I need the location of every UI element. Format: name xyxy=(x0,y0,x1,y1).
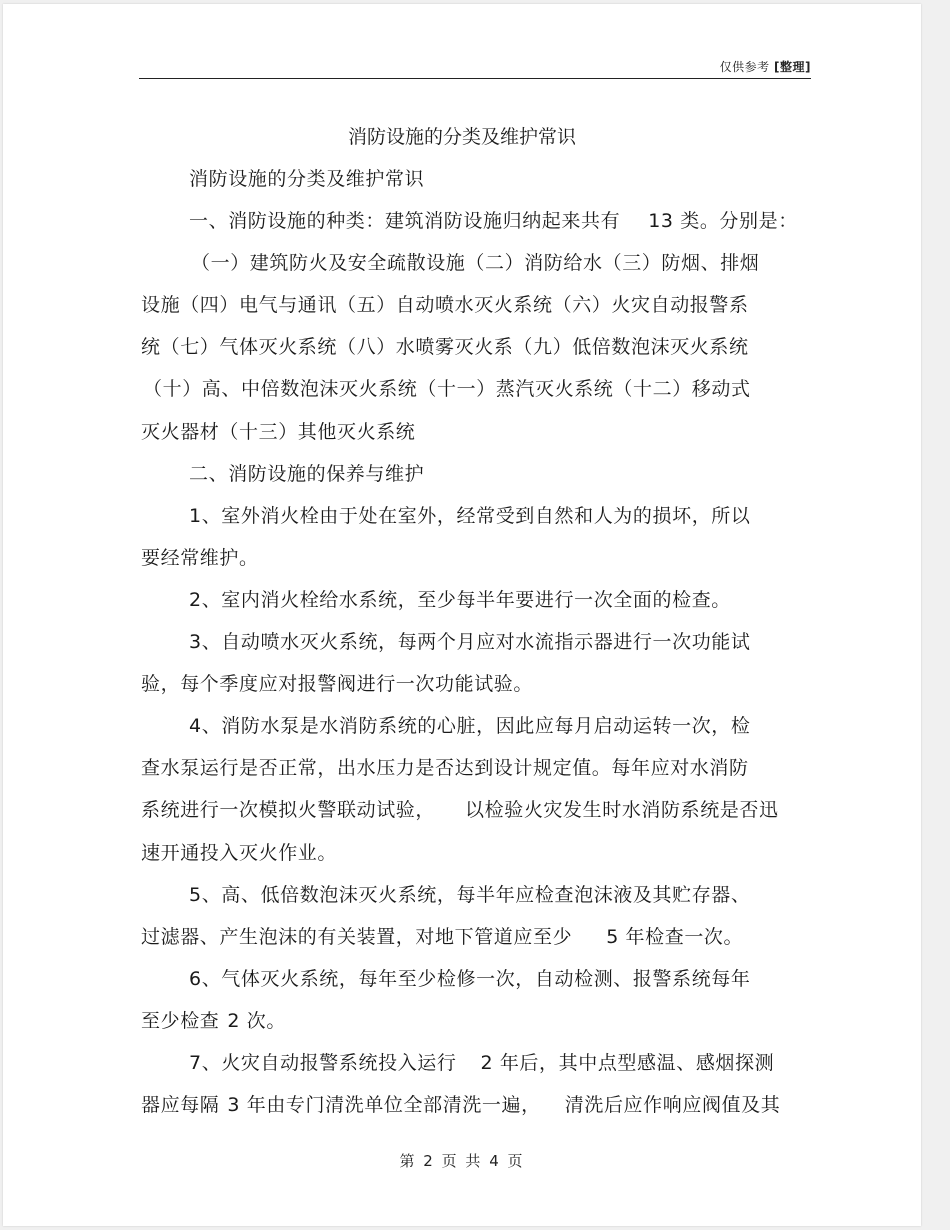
body-line: （十）高、中倍数泡沫灭火系统（十一）蒸汽灭火系统（十二）移动式 xyxy=(143,378,751,401)
body-line: （一）建筑防火及安全疏散设施（二）消防给水（三）防烟、排烟 xyxy=(191,252,760,275)
body-line: 5、高、低倍数泡沫灭火系统，每半年应检查泡沫液及其贮存器、 xyxy=(189,883,751,906)
document-page xyxy=(3,4,921,1226)
body-line: 器应每隔 3 年由专门清洗单位全部清洗一遍， 清洗后应作响应阀值及其 xyxy=(141,1094,781,1117)
body-line: 过滤器、产生泡沫的有关装置，对地下管道应至少 5 年检查一次。 xyxy=(141,925,744,948)
header-rule xyxy=(139,78,811,79)
header-bracket-label: [整理] xyxy=(774,60,811,74)
body-line: 验，每个季度应对报警阀进行一次功能试验。 xyxy=(141,673,534,696)
document-title: 消防设施的分类及维护常识 xyxy=(347,126,576,148)
body-line: 一、消防设施的种类：建筑消防设施归纳起来共有 13 类。分别是： xyxy=(189,210,798,233)
body-line: 7、火灾自动报警系统投入运行 2 年后，其中点型感温、感烟探测 xyxy=(189,1051,775,1074)
body-line: 灭火器材（十三）其他灭火系统 xyxy=(141,420,416,443)
body-line: 速开通投入灭火作业。 xyxy=(141,841,338,864)
body-line: 2、室内消火栓给水系统，至少每半年要进行一次全面的检查。 xyxy=(189,588,731,611)
current-page-number: 2 xyxy=(423,1152,435,1170)
total-pages-number: 4 xyxy=(489,1152,501,1170)
body-line: 设施（四）电气与通讯（五）自动喷水灭火系统（六）火灾自动报警系 xyxy=(141,294,749,317)
body-line: 查水泵运行是否正常，出水压力是否达到设计规定值。每年应对水消防 xyxy=(141,757,749,780)
body-line: 4、消防水泵是水消防系统的心脏，因此应每月启动运转一次，检 xyxy=(189,715,751,738)
body-line: 系统进行一次模拟火警联动试验， 以检验火灾发生时水消防系统是否迅 xyxy=(141,799,779,822)
page-footer: 第 2 页 共 4 页 xyxy=(399,1152,525,1170)
body-line: 至少检查 2 次。 xyxy=(141,1009,286,1032)
body-line: 要经常维护。 xyxy=(141,546,259,569)
header-note xyxy=(720,58,811,75)
body-line: 1、室外消火栓由于处在室外，经常受到自然和人为的损坏，所以 xyxy=(189,504,751,527)
body-line: 6、气体灭火系统，每年至少检修一次，自动检测、报警系统每年 xyxy=(189,967,751,990)
body-line: 二、消防设施的保养与维护 xyxy=(189,462,425,485)
body-line: 消防设施的分类及维护常识 xyxy=(189,168,425,190)
body-line: 统（七）气体灭火系统（八）水喷雾灭火系（九）低倍数泡沫灭火系统 xyxy=(141,336,749,359)
body-line: 3、自动喷水灭火系统，每两个月应对水流指示器进行一次功能试 xyxy=(189,631,751,654)
document-body xyxy=(141,158,801,1126)
header-note-text: 仅供参考 xyxy=(719,60,770,74)
